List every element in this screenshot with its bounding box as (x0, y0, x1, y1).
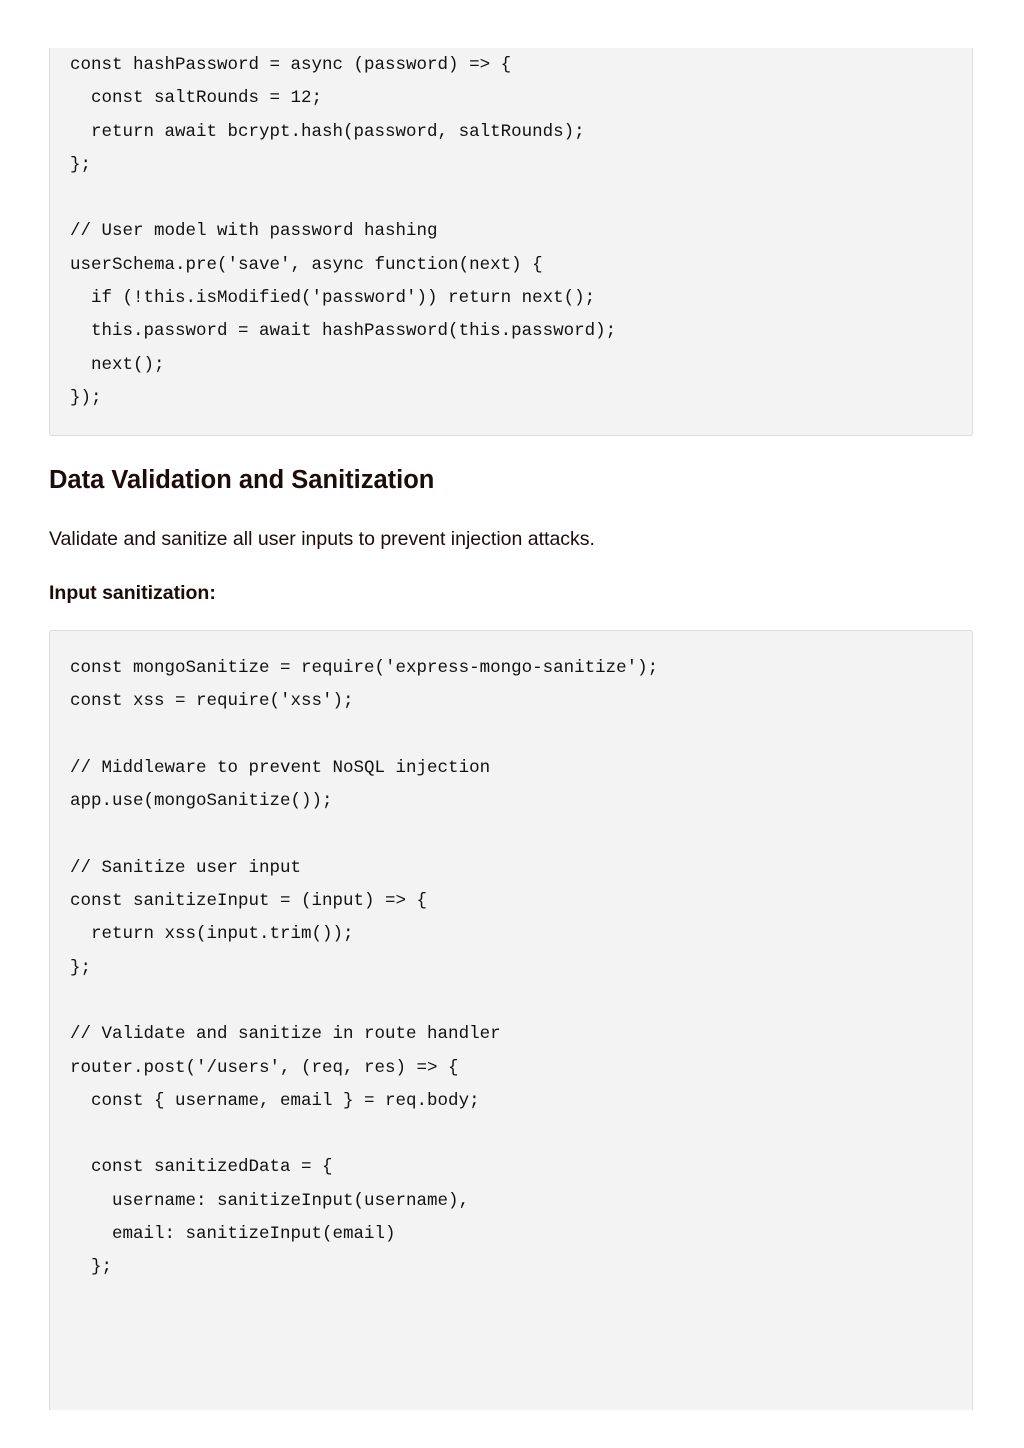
section-heading: Data Validation and Sanitization (49, 466, 435, 494)
section-paragraph: Validate and sanitize all user inputs to prevent injection attacks. (49, 528, 595, 550)
code-block-input-sanitization (49, 630, 973, 1410)
code-text: const hashPassword = async (password) => { const saltRounds = 12; return await bcrypt.hash(password, saltRounds); }; // User model with password hashing userSchema.pre('save', async function(next) { if (!this.isModified('password')) return next(); this.password = await hashPassword(this.password); next(); }); (70, 55, 617, 408)
code-block-password-hashing (49, 48, 973, 436)
subheading-input-sanitization: Input sanitization: (49, 582, 216, 604)
code-text: const mongoSanitize = require('express-mongo-sanitize'); const xss = require('xss'); // Middleware to prevent NoSQL injection app.use(mongoSanitize()); // Sanitize user input const sanitizeInput = (input) => { return xss(input.trim()); }; // Validate and sanitize in route handler router.post('/users', (req, res) => { const { username, email } = req.body; const sanitizedData = { username: sanitizeInput(username), email: sanitizeInput(email) }; (70, 658, 659, 1278)
